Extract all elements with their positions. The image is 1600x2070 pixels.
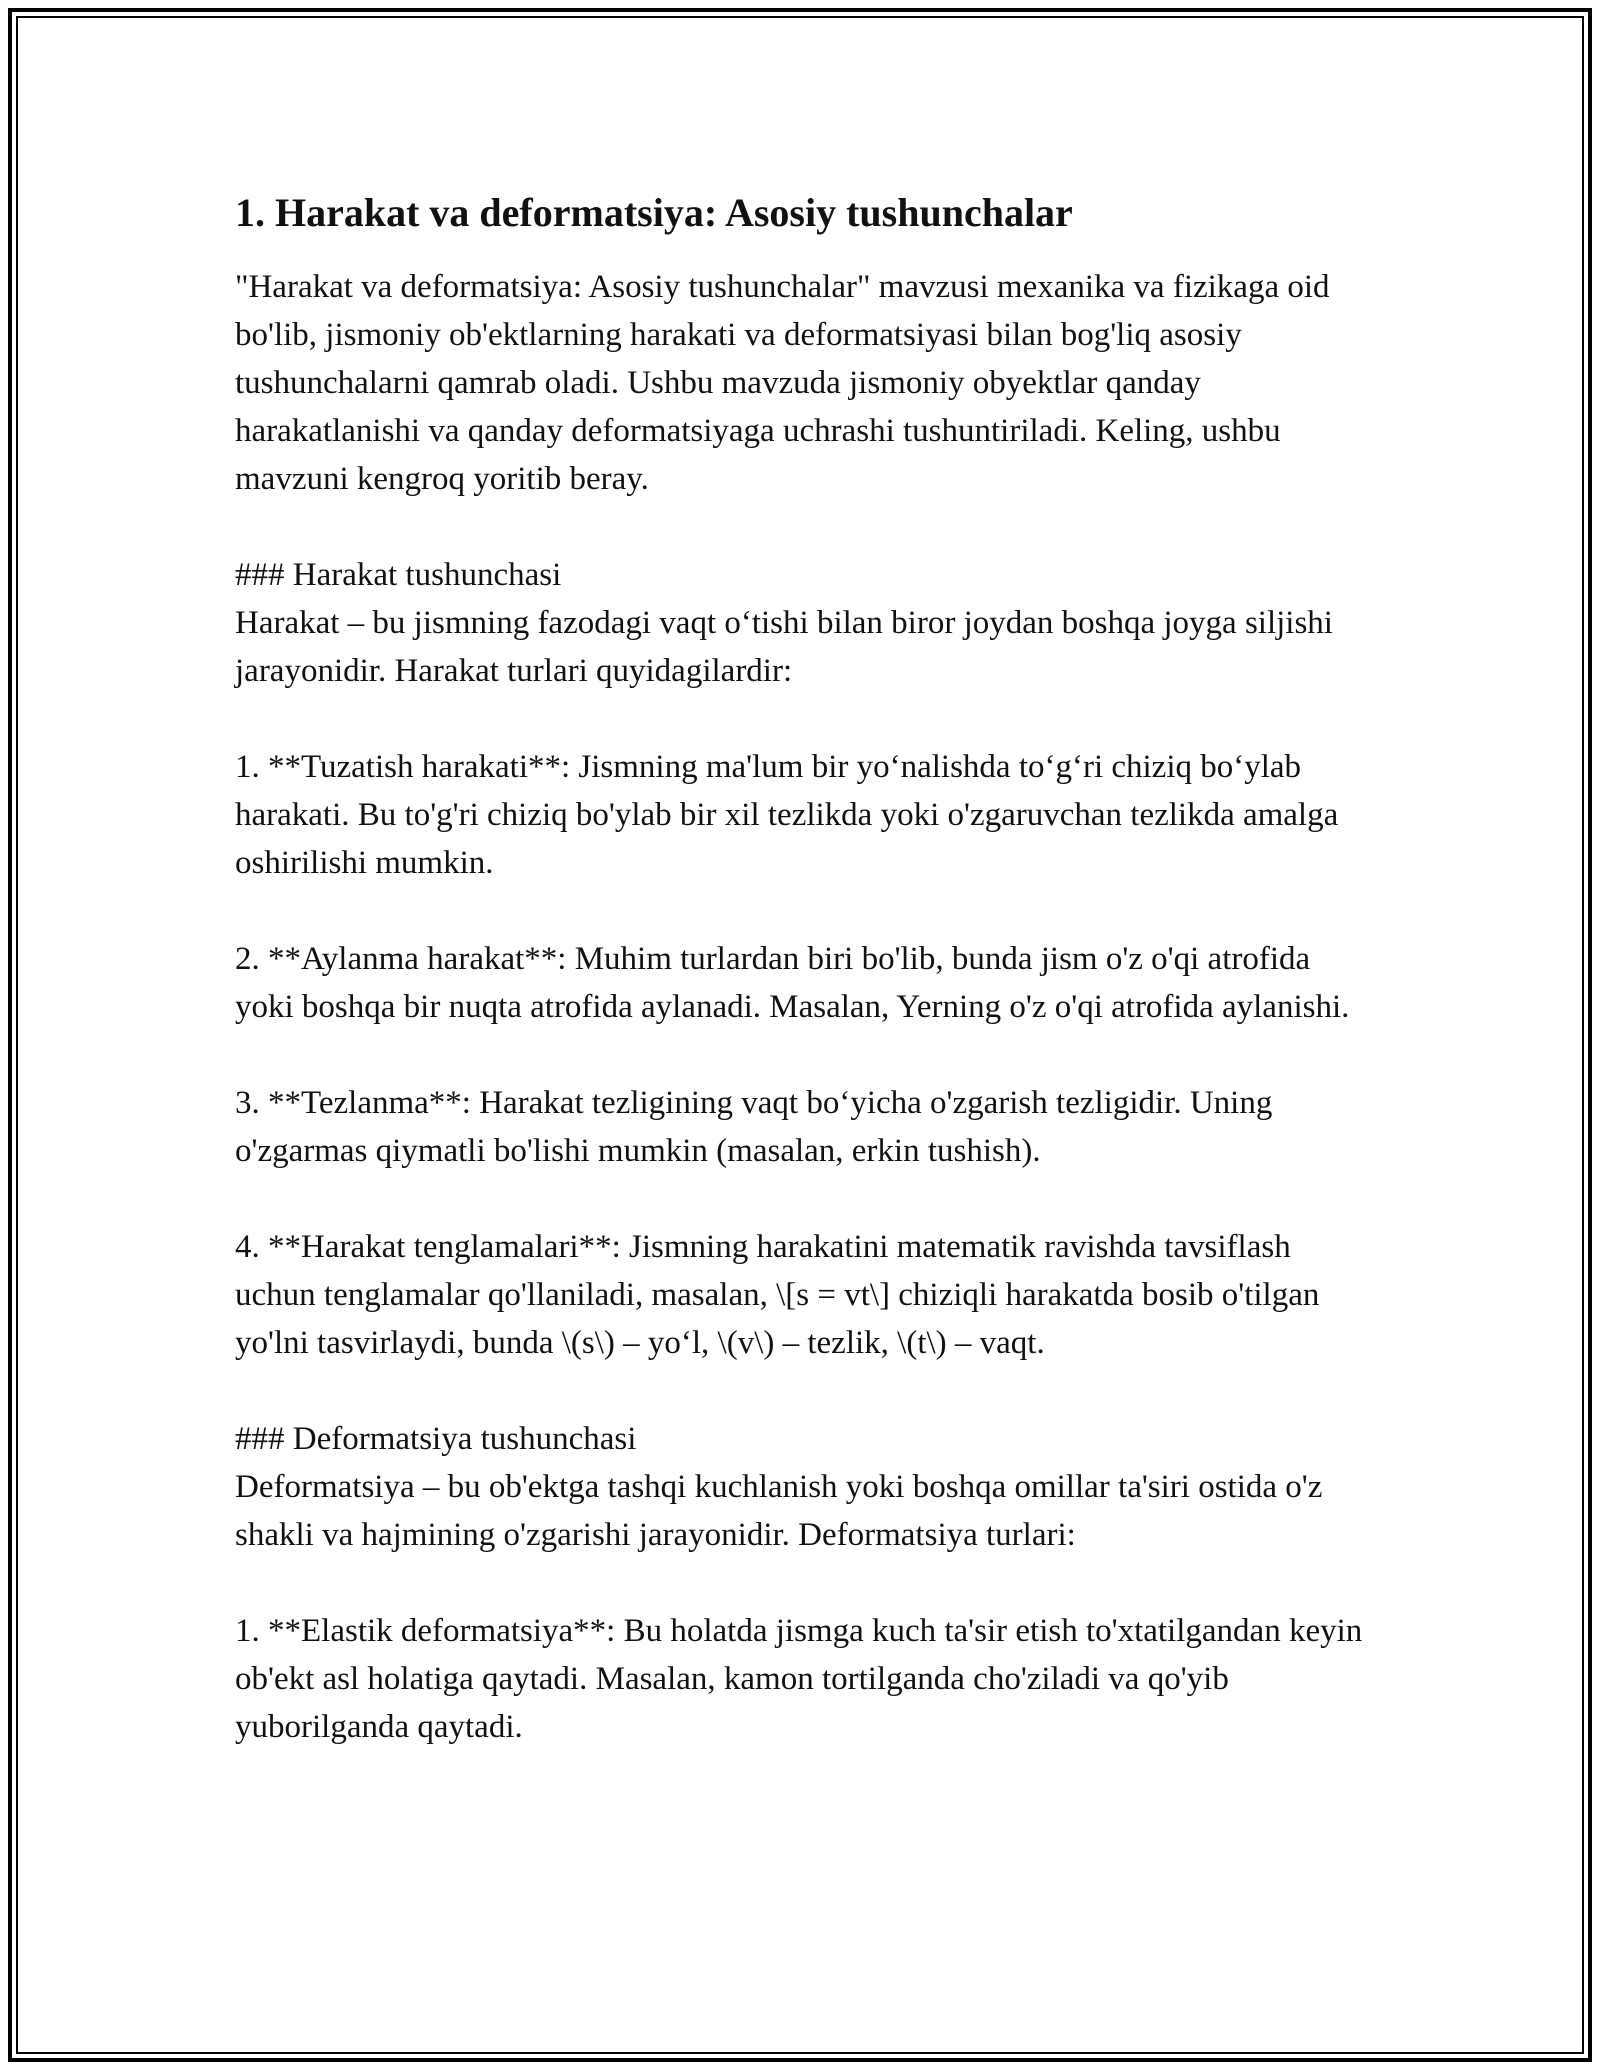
section-heading: ### Harakat tushunchasi <box>235 557 562 593</box>
list-item: 3. **Tezlanma**: Harakat tezligining vaqt bo‘yicha o'zgarish tezligidir. Uning o'zgarmas qiymatli bo'lishi mumkin (masalan, erkin tushish). <box>235 1085 1273 1169</box>
list-item: 4. **Harakat tenglamalari**: Jismning harakatini matematik ravishda tavsiflash uchun tenglamalar qo'llaniladi, masalan, \[s = vt\] chiziqli harakatda bosib o'tilgan yo'lni tasvirlaydi, bunda \(s\) – yo‘l, \(v\) – tezlik, \(t\) – vaqt. <box>235 1229 1320 1361</box>
intro-paragraph: "Harakat va deformatsiya: Asosiy tushunchalar" mavzusi mexanika va fizikaga oid bo'lib, jismoniy ob'ektlarning harakati va deformatsiyasi bilan bog'liq asosiy tushunchalarni qamrab oladi. Ushbu mavzuda jismoniy obyektlar qanday harakatlanishi va qanday deformatsiyaga uchrashi tushuntiriladi. Keling, ushbu mavzuni kengroq yoritib beray. <box>235 269 1330 497</box>
section-text: Deformatsiya – bu ob'ektga tashqi kuchlanish yoki boshqa omillar ta'siri ostida o'z shakli va hajmining o'zgarishi jarayonidir. Deformatsiya turlari: <box>235 1469 1323 1553</box>
section-deformatsiya <box>235 1415 1375 1559</box>
section-heading: ### Deformatsiya tushunchasi <box>235 1421 637 1457</box>
list-item: 1. **Elastik deformatsiya**: Bu holatda jismga kuch ta'sir etish to'xtatilgandan keyin ob'ekt asl holatiga qaytadi. Masalan, kamon tortilganda cho'ziladi va qo'yib yuborilganda qaytadi. <box>235 1613 1363 1745</box>
document-title: 1. Harakat va deformatsiya: Asosiy tushunchalar <box>235 190 1073 235</box>
list-item: 1. **Tuzatish harakati**: Jismning ma'lum bir yo‘nalishda to‘g‘ri chiziq bo‘ylab harakati. Bu to'g'ri chiziq bo'ylab bir xil tezlikda yoki o'zgaruvchan tezlikda amalga oshirilishi mumkin. <box>235 749 1339 881</box>
list-item: 2. **Aylanma harakat**: Muhim turlardan biri bo'lib, bunda jism o'z o'qi atrofida yoki boshqa bir nuqta atrofida aylanadi. Masalan, Yerning o'z o'qi atrofida aylanishi. <box>235 941 1350 1025</box>
document-page <box>235 185 1375 1799</box>
section-text: Harakat – bu jismning fazodagi vaqt o‘tishi bilan biror joydan boshqa joyga siljishi jarayonidir. Harakat turlari quyidagilardir: <box>235 605 1333 689</box>
section-harakat <box>235 551 1375 695</box>
